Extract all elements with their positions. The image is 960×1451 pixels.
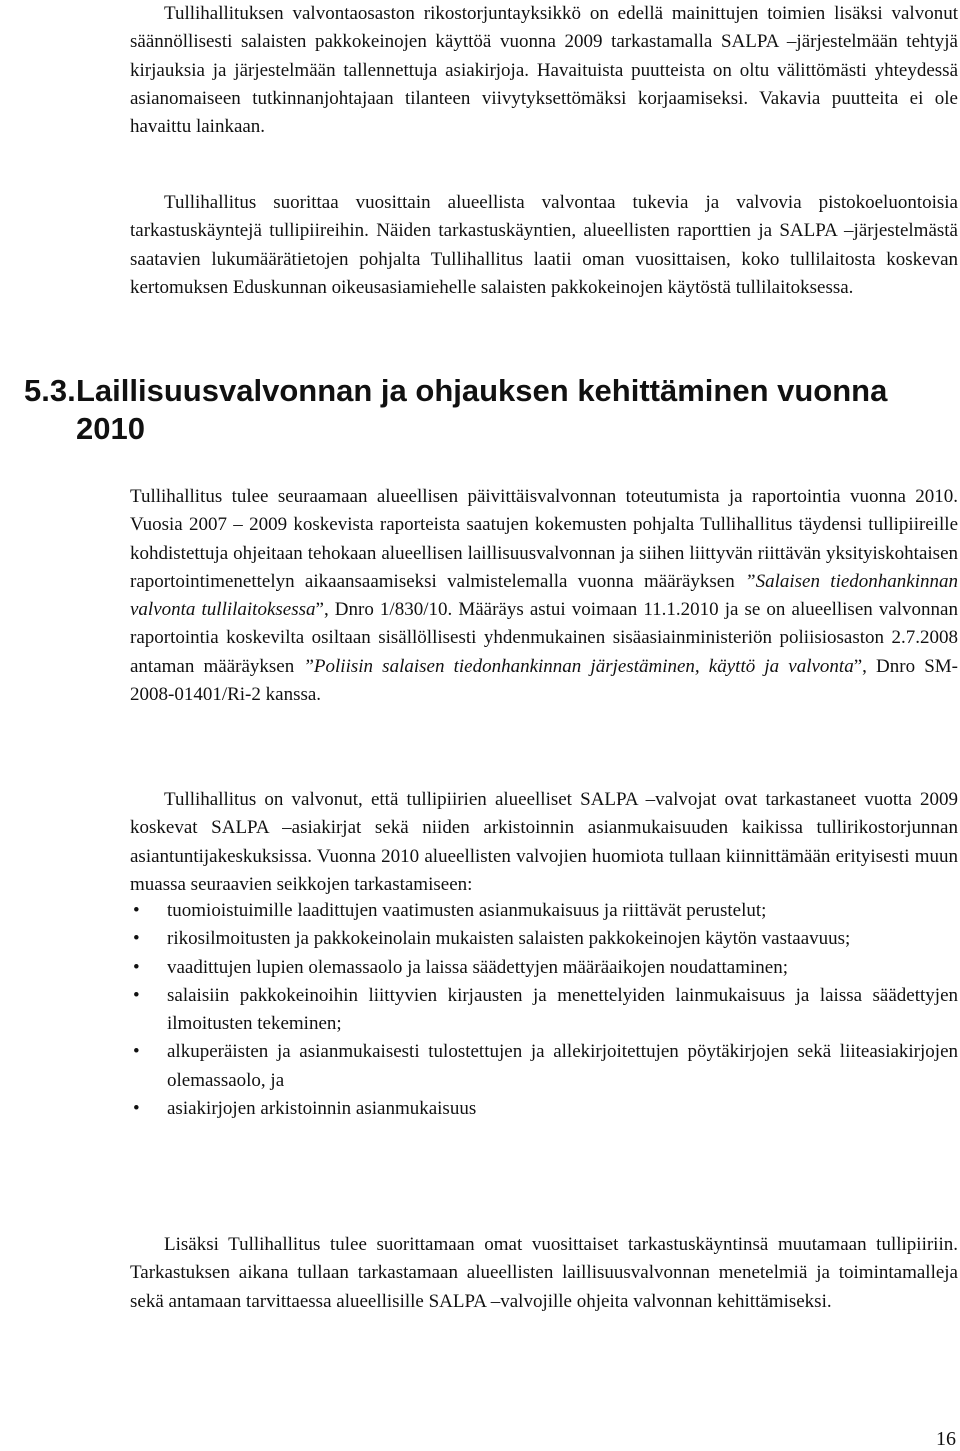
bullet-icon: • bbox=[133, 1041, 140, 1063]
section-number: 5.3. bbox=[24, 373, 76, 408]
list-item: • vaadittujen lupien olemassaolo ja laissa säädettyjen määräaikojen noudattaminen; bbox=[130, 954, 958, 982]
list-item: • tuomioistuimille laadittujen vaatimusten asianmukaisuus ja riittävät perustelut; bbox=[130, 897, 958, 925]
paragraph-2010-development bbox=[130, 483, 958, 709]
section-title-line1: Laillisuusvalvonnan ja ohjauksen kehittäminen vuonna bbox=[76, 373, 888, 408]
page-number: 16 bbox=[936, 1428, 956, 1450]
list-item: • asiakirjojen arkistoinnin asianmukaisuus bbox=[130, 1095, 958, 1123]
list-item: • rikosilmoitusten ja pakkokeinolain mukaisten salaisten pakkokeinojen käytön vastaavuus; bbox=[130, 925, 958, 953]
bullet-icon: • bbox=[133, 956, 140, 978]
paragraph-own-inspections: Lisäksi Tullihallitus tulee suorittamaan omat vuosittaiset tarkastuskäyntinsä muutamaan tullipiiriin. Tarkastuksen aikana tullaan tarkastamaan alueellisten laillisuusvalvonnan menetelmiä ja toimintamalleja sekä antamaan tarvittaessa alueellisille SALPA –valvojille ohjeita valvonnan kehittämiseksi. bbox=[130, 1234, 958, 1312]
section-title-line2: 2010 bbox=[76, 411, 145, 446]
paragraph-2010-text-2: ”, Dnro 1/830/10. Määräys astui voimaan 11.1.2010 ja se on alueellisen valvonnan raportointia koskevilta osiltaan sisällöllisesti yhdenmukainen sisäasiainministeriön poliisiosaston 2.7.2008 antaman määräyksen bbox=[130, 599, 958, 677]
paragraph-annual-inspections: Tullihallitus suorittaa vuosittain alueellista valvontaa tukevia ja valvovia pistokoeluontoisia tarkastuskäyntejä tullipiireihin. Näiden tarkastuskäyntien, alueellisten raporttien ja SALPA –järjestelmästä saatavien lukumäärätietojen pohjalta Tullihallitus laatii oman vuosittaisen, koko tullilaitosta koskevan kertomuksen Eduskunnan oikeusasiamiehelle salaisten pakkokeinojen käytöstä tullilaitoksessa. bbox=[130, 192, 958, 298]
paragraph-regional-supervisors: Tullihallitus on valvonut, että tullipiirien alueelliset SALPA –valvojat ovat tarkastaneet vuotta 2009 koskevat SALPA –asiakirjat sekä niiden arkistoinnin asianmukaisuuden kaikissa tullirikostorjunnan asiantuntijakeskuksissa. Vuonna 2010 alueellisten valvojien huomiota tullaan kiinnittämään erityisesti muun muassa seuraavien seikkojen tarkastamiseen: bbox=[130, 789, 958, 895]
paragraph-2010-text-1: Tullihallitus tulee seuraamaan alueellisen päivittäisvalvonnan toteutumista ja raportointia vuonna 2010. Vuosia 2007 – 2009 koskevista raporteista saatujen kokemusten pohjalta Tullihallitus täydensi tullipiireille kohdistettuja ohjeitaan tehokaan alueellisen laillisuusvalvonnan ja siihen liittyvän riittävän yksityiskohtaisen raportointimenettelyn aikaansaamiseksi valmistelemalla vuonna määräyksen bbox=[130, 486, 958, 592]
bullet-icon: • bbox=[133, 984, 140, 1006]
regulation-title-police: ”Poliisin salaisen tiedonhankinnan järjestäminen, käyttö ja valvonta bbox=[303, 655, 854, 677]
bullet-icon: • bbox=[133, 928, 140, 950]
inspection-items-list bbox=[130, 897, 958, 1123]
paragraph-salpa-monitoring: Tullihallituksen valvontaosaston rikostorjuntayksikkö on edellä mainittujen toimien lisäksi valvonut säännöllisesti salaisten pakkokeinojen käyttöä vuonna 2009 tarkastamalla SALPA –järjestelmään tehtyjä kirjauksia ja järjestelmään tallennettuja asiakirjoja. Havaituista puutteista on oltu välittömästi yhteydessä asianomaiseen tutkinnanjohtajaan tilanteen viivytyksettömäksi korjaamiseksi. Vakavia puutteita ei ole havaittu lainkaan. bbox=[130, 3, 958, 138]
bullet-icon: • bbox=[133, 900, 140, 921]
regulation-title-customs: ”Salaisen tiedonhankinnan valvonta tullilaitoksessa bbox=[130, 570, 958, 621]
paragraph-2010-text-3: ”, Dnro SM-2008-01401/Ri-2 kanssa. bbox=[130, 655, 958, 706]
bullet-icon: • bbox=[133, 1098, 140, 1120]
section-heading bbox=[24, 372, 924, 448]
list-item: • salaisiin pakkokeinoihin liittyvien kirjausten ja menettelyiden lainmukaisuus ja laissa säädettyjen ilmoitusten tekeminen; bbox=[130, 982, 958, 1039]
list-item: • alkuperäisten ja asianmukaisesti tulostettujen ja allekirjoitettujen pöytäkirjojen sekä liiteasiakirjojen olemassaolo, ja bbox=[130, 1038, 958, 1095]
